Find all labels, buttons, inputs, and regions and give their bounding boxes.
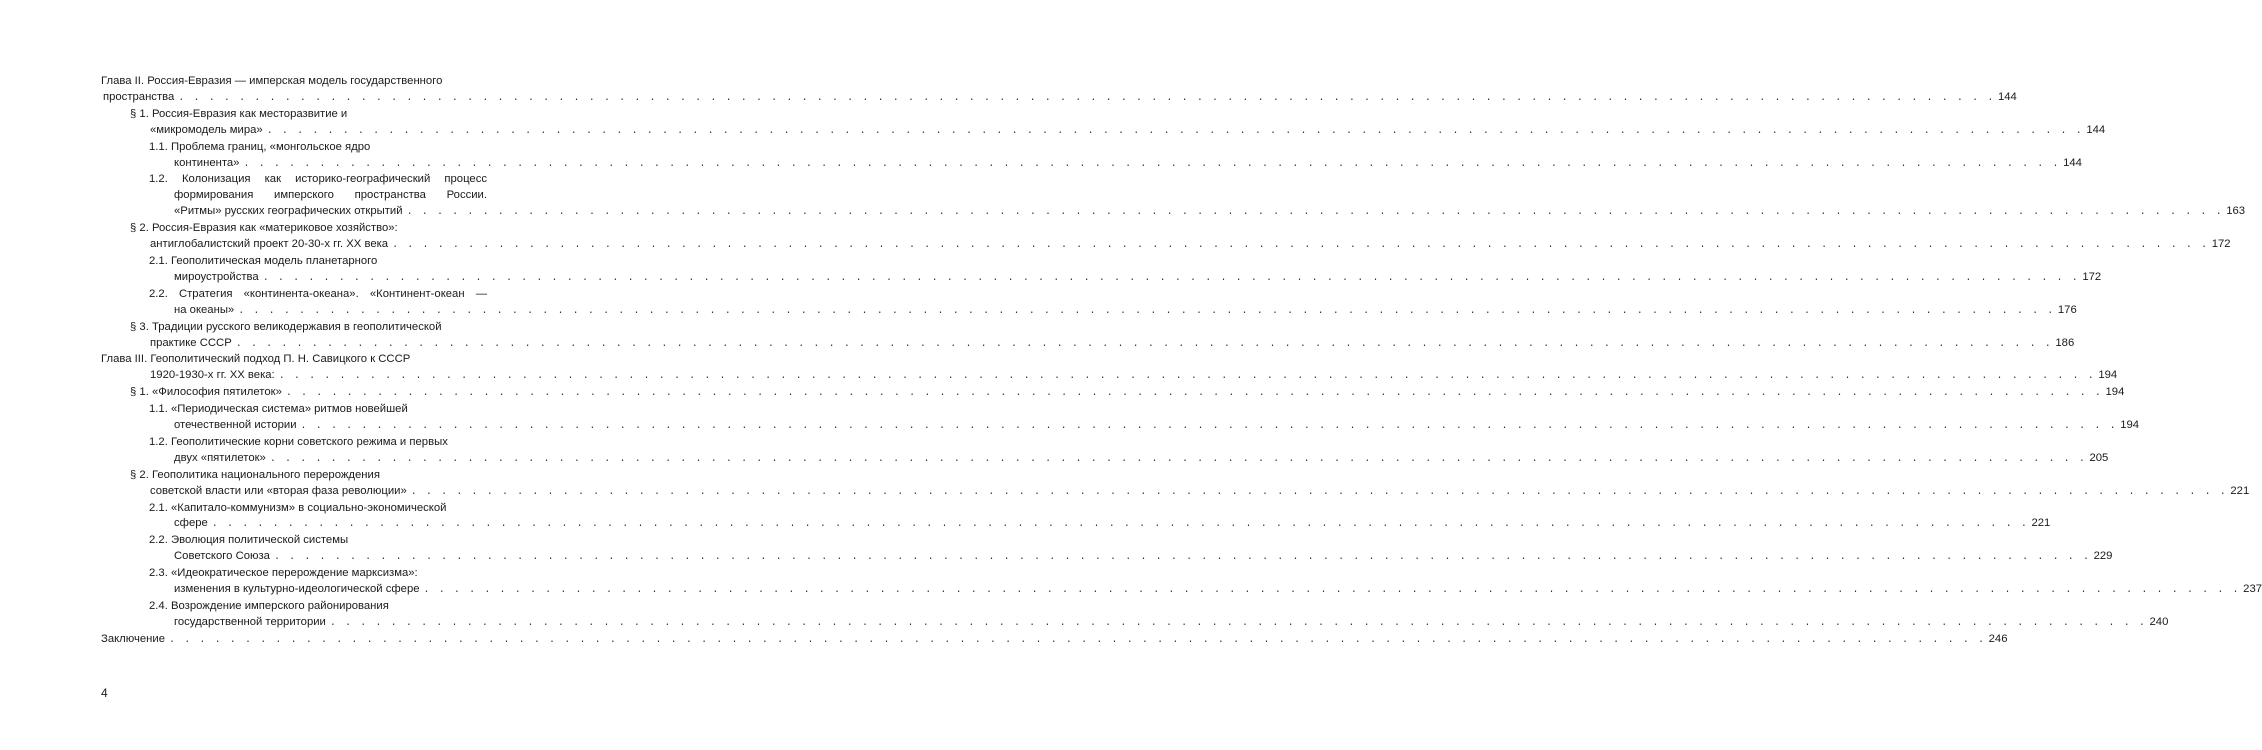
toc-page-number: 240 [2149, 615, 2169, 628]
toc-page-number: 229 [2093, 550, 2113, 563]
table-of-contents [0, 74, 2262, 649]
toc-entry-text: 1.1. «Периодическая система» ритмов новейшей [149, 403, 408, 416]
toc-entry-text: 2.2. Стратегия «континента-океана». «Континент-океан — [149, 287, 487, 300]
dot-leader: . . . . . . . . . . . . . . . . . . . . . . . . . . . . . . . . . . . . . . . . . . . . . . . . . . . . . . . . . . . . . . . . . . . . . . . . . . . . . . . . . . . . . . . . . . . . . . . . . . . . . . . . . . . . . . . . . . . . . . . . [329, 617, 2147, 629]
dot-leader: . . . . . . . . . . . . . . . . . . . . . . . . . . . . . . . . . . . . . . . . . . . . . . . . . . . . . . . . . . . . . . . . . . . . . . . . . . . . . . . . . . . . . . . . . . . . . . . . . . . . . . . . . . . . . . . . . . . . . . . . [235, 338, 2053, 350]
dot-leader: . . . . . . . . . . . . . . . . . . . . . . . . . . . . . . . . . . . . . . . . . . . . . . . . . . . . . . . . . . . . . . . . . . . . . . . . . . . . . . . . . . . . . . . . . . . . . . . . . . . . . . . . . . . . . . . . . . . . . . . . [269, 453, 2087, 465]
toc-entry-text: 2.1. Геополитическая модель планетарного [149, 254, 378, 267]
toc-entry-text: § 1. Россия-Евразия как месторазвитие и [130, 107, 348, 120]
toc-page-number: 194 [2120, 419, 2140, 432]
toc-entry-text: практике СССР [150, 336, 232, 349]
toc-page-number: 237 [2243, 583, 2262, 596]
toc-entry-text: § 1. «Философия пятилеток» [130, 386, 282, 399]
toc-entry-text: советской власти или «вторая фаза революции» [150, 484, 407, 497]
toc-entry-text: § 2. Геополитика национального перерождения [130, 468, 380, 481]
toc-entry [0, 74, 2017, 107]
toc-entry [0, 287, 2077, 320]
dot-leader: . . . . . . . . . . . . . . . . . . . . . . . . . . . . . . . . . . . . . . . . . . . . . . . . . . . . . . . . . . . . . . . . . . . . . . . . . . . . . . . . . . . . . . . . . . . . . . . . . . . . . . . . . . . . . . . . . . . . . . . . [410, 486, 2228, 498]
toc-entry [0, 501, 2051, 534]
dot-leader: . . . . . . . . . . . . . . . . . . . . . . . . . . . . . . . . . . . . . . . . . . . . . . . . . . . . . . . . . . . . . . . . . . . . . . . . . . . . . . . . . . . . . . . . . . . . . . . . . . . . . . . . . . . . . . . . . . . . . . . . [169, 634, 1986, 646]
toc-entry-text: формирования имперского пространства России. [174, 189, 487, 202]
toc-entry-text: Заключение [101, 632, 165, 645]
toc-entry-text: «микромодель мира» [150, 123, 263, 136]
toc-entry [0, 221, 2231, 254]
toc-page-number: 163 [2226, 205, 2246, 218]
toc-entry-text: «Ритмы» русских географических открытий [174, 205, 403, 218]
toc-page-number: 246 [1988, 632, 2008, 645]
toc-entry-text: Глава II. Россия-Евразия — имперская модель государственного [101, 75, 443, 87]
toc-entry [0, 566, 2262, 599]
toc-entry-text: сфере [174, 517, 208, 530]
toc-entry [0, 352, 2118, 385]
toc-entry [0, 172, 2246, 221]
toc-page-number: 186 [2055, 336, 2075, 349]
toc-page-number: 144 [2086, 123, 2106, 136]
toc-entry [0, 385, 2125, 402]
toc-page-number: 176 [2057, 303, 2077, 316]
dot-leader: . . . . . . . . . . . . . . . . . . . . . . . . . . . . . . . . . . . . . . . . . . . . . . . . . . . . . . . . . . . . . . . . . . . . . . . . . . . . . . . . . . . . . . . . . . . . . . . . . . . . . . . . . . . . . . . . . . . . . . . . [238, 305, 2055, 317]
dot-leader: . . . . . . . . . . . . . . . . . . . . . . . . . . . . . . . . . . . . . . . . . . . . . . . . . . . . . . . . . . . . . . . . . . . . . . . . . . . . . . . . . . . . . . . . . . . . . . . . . . . . . . . . . . . . . . . . . . . . . . . . [392, 240, 2209, 252]
toc-page-number: 172 [2211, 238, 2231, 251]
toc-entry-text: изменения в культурно-идеологической сфере [174, 583, 420, 596]
page-number: 4 [101, 686, 108, 700]
toc-entry [0, 468, 2250, 501]
toc-entry-text: 1.2. Геополитические корни советского режима и первых [149, 435, 448, 448]
toc-entry-text: § 2. Россия-Евразия как «материковое хозяйство»: [130, 222, 398, 235]
toc-entry [0, 402, 2140, 435]
toc-entry-text: 2.2. Эволюция политической системы [149, 534, 349, 547]
toc-entry-text: континента» [174, 156, 240, 169]
toc-entry-text: Советского Союза [174, 550, 270, 563]
toc-page-number: 221 [2230, 484, 2250, 497]
toc-entry [0, 435, 2109, 468]
toc-entry [0, 533, 2113, 566]
toc-page-number: 144 [2063, 156, 2082, 169]
toc-entry-text: 1.1. Проблема границ, «монгольское ядро [149, 140, 371, 153]
toc-entry [0, 320, 2075, 353]
toc-page-number: 205 [2089, 451, 2109, 464]
toc-entry [0, 599, 2169, 632]
dot-leader: . . . . . . . . . . . . . . . . . . . . . . . . . . . . . . . . . . . . . . . . . . . . . . . . . . . . . . . . . . . . . . . . . . . . . . . . . . . . . . . . . . . . . . . . . . . . . . . . . . . . . . . . . . . . . . . . . . . . . . . . [278, 371, 2096, 383]
dot-leader: . . . . . . . . . . . . . . . . . . . . . . . . . . . . . . . . . . . . . . . . . . . . . . . . . . . . . . . . . . . . . . . . . . . . . . . . . . . . . . . . . . . . . . . . . . . . . . . . . . . . . . . . . . . . . . . . . . . . . . . . [423, 585, 2241, 597]
dot-leader: . . . . . . . . . . . . . . . . . . . . . . . . . . . . . . . . . . . . . . . . . . . . . . . . . . . . . . . . . . . . . . . . . . . . . . . . . . . . . . . . . . . . . . . . . . . . . . . . . . . . . . . . . . . . . . . . . . . . . . . . [266, 125, 2084, 137]
toc-entry [0, 254, 2102, 287]
toc-entry [0, 107, 2106, 140]
toc-page-number: 194 [2098, 369, 2118, 382]
dot-leader: . . . . . . . . . . . . . . . . . . . . . . . . . . . . . . . . . . . . . . . . . . . . . . . . . . . . . . . . . . . . . . . . . . . . . . . . . . . . . . . . . . . . . . . . . . . . . . . . . . . . . . . . . . . . . . . . . . . . . . . . [211, 519, 2029, 531]
dot-leader: . . . . . . . . . . . . . . . . . . . . . . . . . . . . . . . . . . . . . . . . . . . . . . . . . . . . . . . . . . . . . . . . . . . . . . . . . . . . . . . . . . . . . . . . . . . . . . . . . . . . . . . . . . . . . . . . . . . . . . . . [243, 158, 2061, 170]
toc-entry [0, 140, 2082, 173]
toc-entry-text: Глава III. Геополитический подход П. Н. Савицкого к СССР [101, 353, 411, 366]
toc-entry-text: двух «пятилеток» [174, 451, 266, 464]
dot-leader: . . . . . . . . . . . . . . . . . . . . . . . . . . . . . . . . . . . . . . . . . . . . . . . . . . . . . . . . . . . . . . . . . . . . . . . . . . . . . . . . . . . . . . . . . . . . . . . . . . . . . . . . . . . . . . . . . . . . . . . . [285, 388, 2103, 400]
toc-entry-text: 1920-1930-х гг. XX века: [150, 369, 275, 382]
toc-entry-text: антиглобалистский проект 20-30-х гг. XX века [150, 238, 389, 251]
toc-entry-text: 2.3. «Идеократическое перерождение марксизма»: [149, 567, 418, 580]
toc-page-number: 221 [2031, 517, 2051, 530]
toc-entry-text: мироустройства [174, 270, 259, 283]
dot-leader: . . . . . . . . . . . . . . . . . . . . . . . . . . . . . . . . . . . . . . . . . . . . . . . . . . . . . . . . . . . . . . . . . . . . . . . . . . . . . . . . . . . . . . . . . . . . . . . . . . . . . . . . . . . . . . . . . . . . . . . . [178, 92, 1995, 104]
dot-leader: . . . . . . . . . . . . . . . . . . . . . . . . . . . . . . . . . . . . . . . . . . . . . . . . . . . . . . . . . . . . . . . . . . . . . . . . . . . . . . . . . . . . . . . . . . . . . . . . . . . . . . . . . . . . . . . . . . . . . . . . [262, 272, 2080, 284]
toc-page-number: 144 [1997, 90, 2017, 103]
toc-page-number: 172 [2082, 270, 2102, 283]
toc-entry-text: государственной территории [174, 615, 326, 628]
dot-leader: . . . . . . . . . . . . . . . . . . . . . . . . . . . . . . . . . . . . . . . . . . . . . . . . . . . . . . . . . . . . . . . . . . . . . . . . . . . . . . . . . . . . . . . . . . . . . . . . . . . . . . . . . . . . . . . . . . . . . . . . [406, 207, 2224, 219]
toc-entry-text: 2.4. Возрождение имперского районирования [149, 600, 389, 612]
toc-entry [0, 632, 2008, 649]
toc-entry-text: на океаны» [174, 303, 235, 316]
toc-entry-text: пространства [103, 90, 175, 103]
toc-entry-text: § 3. Традиции русского великодержавия в геополитической [130, 320, 442, 333]
toc-entry-text: 2.1. «Капитало-коммунизм» в социально-экономической [149, 501, 447, 514]
dot-leader: . . . . . . . . . . . . . . . . . . . . . . . . . . . . . . . . . . . . . . . . . . . . . . . . . . . . . . . . . . . . . . . . . . . . . . . . . . . . . . . . . . . . . . . . . . . . . . . . . . . . . . . . . . . . . . . . . . . . . . . . [300, 421, 2118, 433]
toc-entry-text: 1.2. Колонизация как историко-географический процесс [149, 173, 487, 186]
toc-entry-text: отечественной истории [174, 419, 297, 432]
toc-page-number: 194 [2105, 386, 2125, 399]
dot-leader: . . . . . . . . . . . . . . . . . . . . . . . . . . . . . . . . . . . . . . . . . . . . . . . . . . . . . . . . . . . . . . . . . . . . . . . . . . . . . . . . . . . . . . . . . . . . . . . . . . . . . . . . . . . . . . . . . . . . . . . . [273, 552, 2091, 564]
